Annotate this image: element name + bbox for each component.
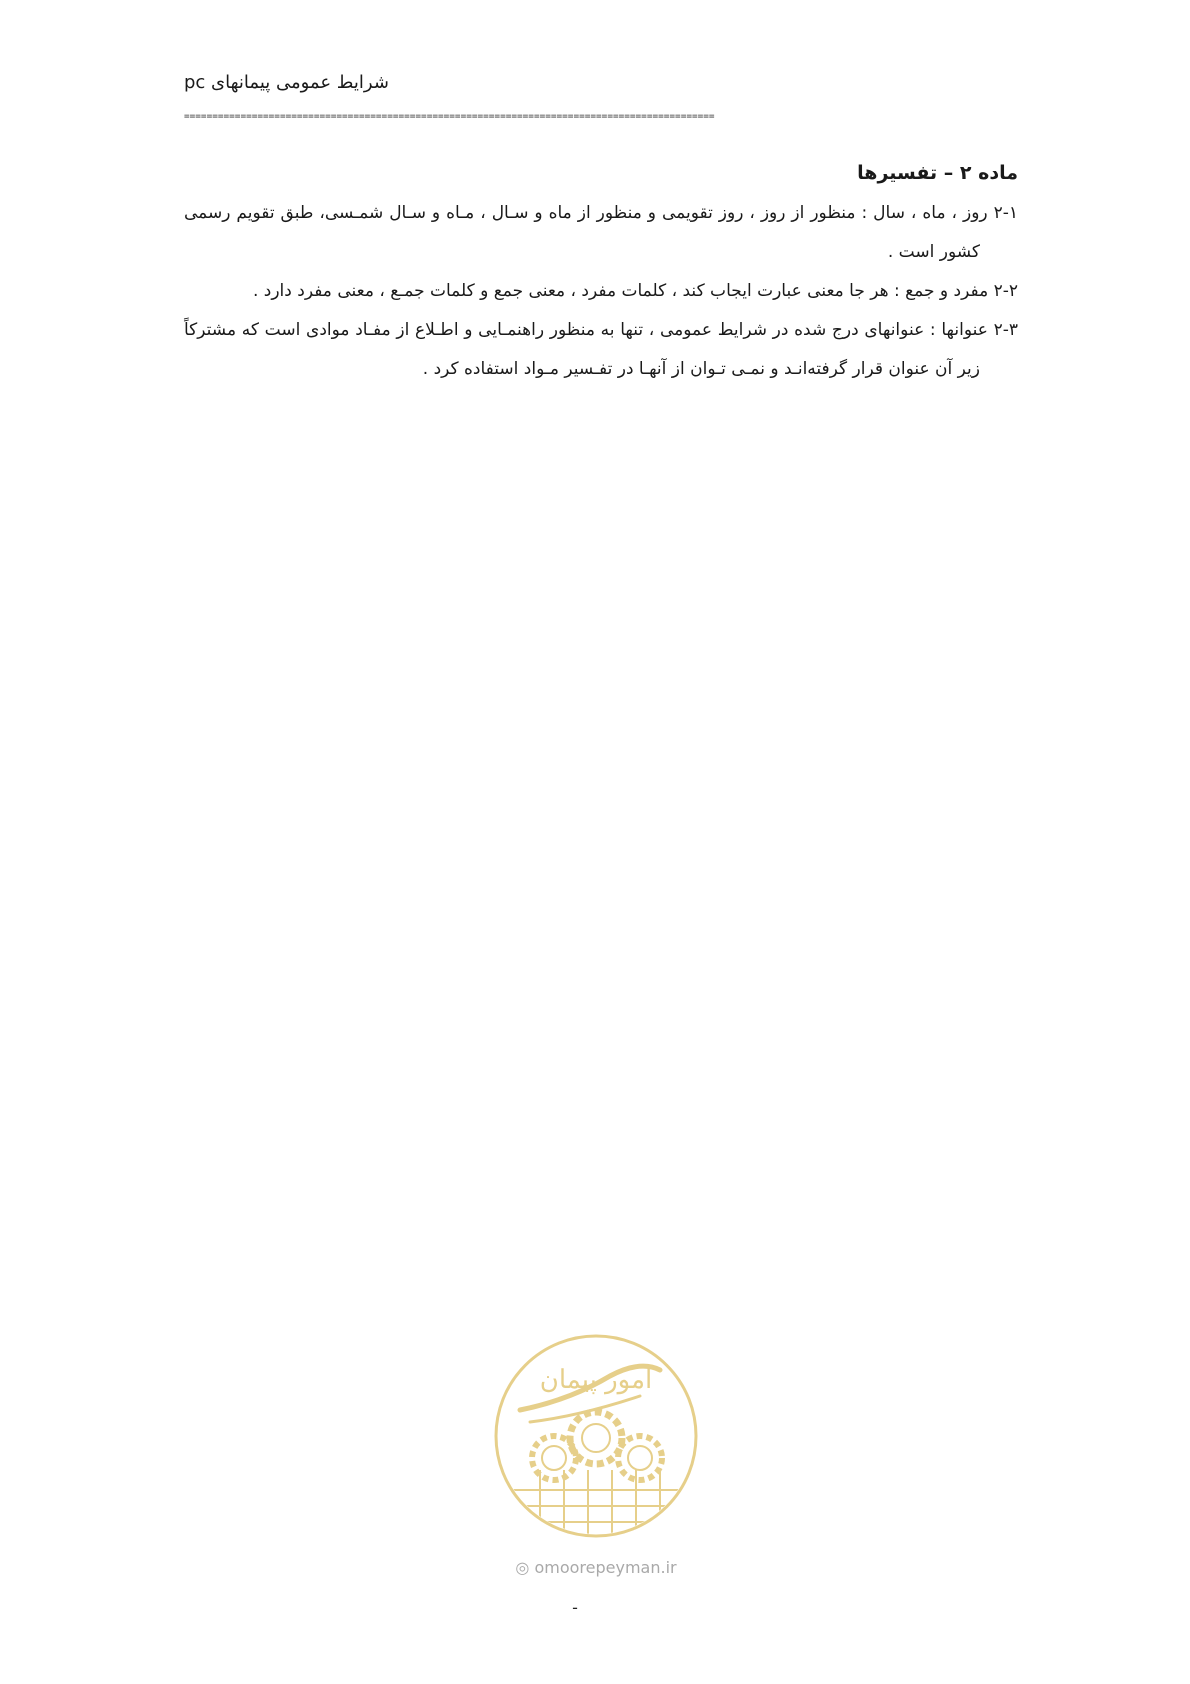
page-number: -: [572, 1598, 578, 1617]
section-heading: ماده ۲ – تفسیرها: [857, 162, 1018, 184]
website-url: omoorepeyman.ir: [534, 1558, 677, 1577]
logo-calligraphy: امور پیمان: [539, 1365, 653, 1395]
website-label: [490, 1558, 702, 1577]
document-body: [184, 162, 1018, 389]
page-header-title: شرایط عمومی پیمانهای pc: [184, 72, 389, 93]
clause-2-2: ۲-۲ مفرد و جمع : هر جا معنی عبارت ایجاب کند ، کلمات مفرد ، معنی جمع و کلمات جمـع ، معنی مفرد دارد .: [252, 281, 1018, 301]
header-divider: ==============================================================================================: [184, 112, 715, 122]
globe-icon: ◎: [515, 1558, 530, 1577]
clause-2-3: ۲-۳ عنوانها : عنوانهای درج شده در شرایط عمومی ، تنها به منظور راهنمـایی و اطـلاع از مفـاد موادی است که مشترکاً زیر آن عنوان قرار گرفته‌انـد و نمـی تـوان از آنهـا در تفـسیر مـواد استفاده کرد .: [184, 320, 1018, 379]
omoorepeyman-logo: [490, 1330, 702, 1542]
clause-2-1: ۲-۱ روز ، ماه ، سال : منظور از روز ، روز تقویمی و منظور از ماه و سـال ، مـاه و سـال شمـسی، طبق تقویم رسمی کشور است .: [184, 203, 1018, 262]
